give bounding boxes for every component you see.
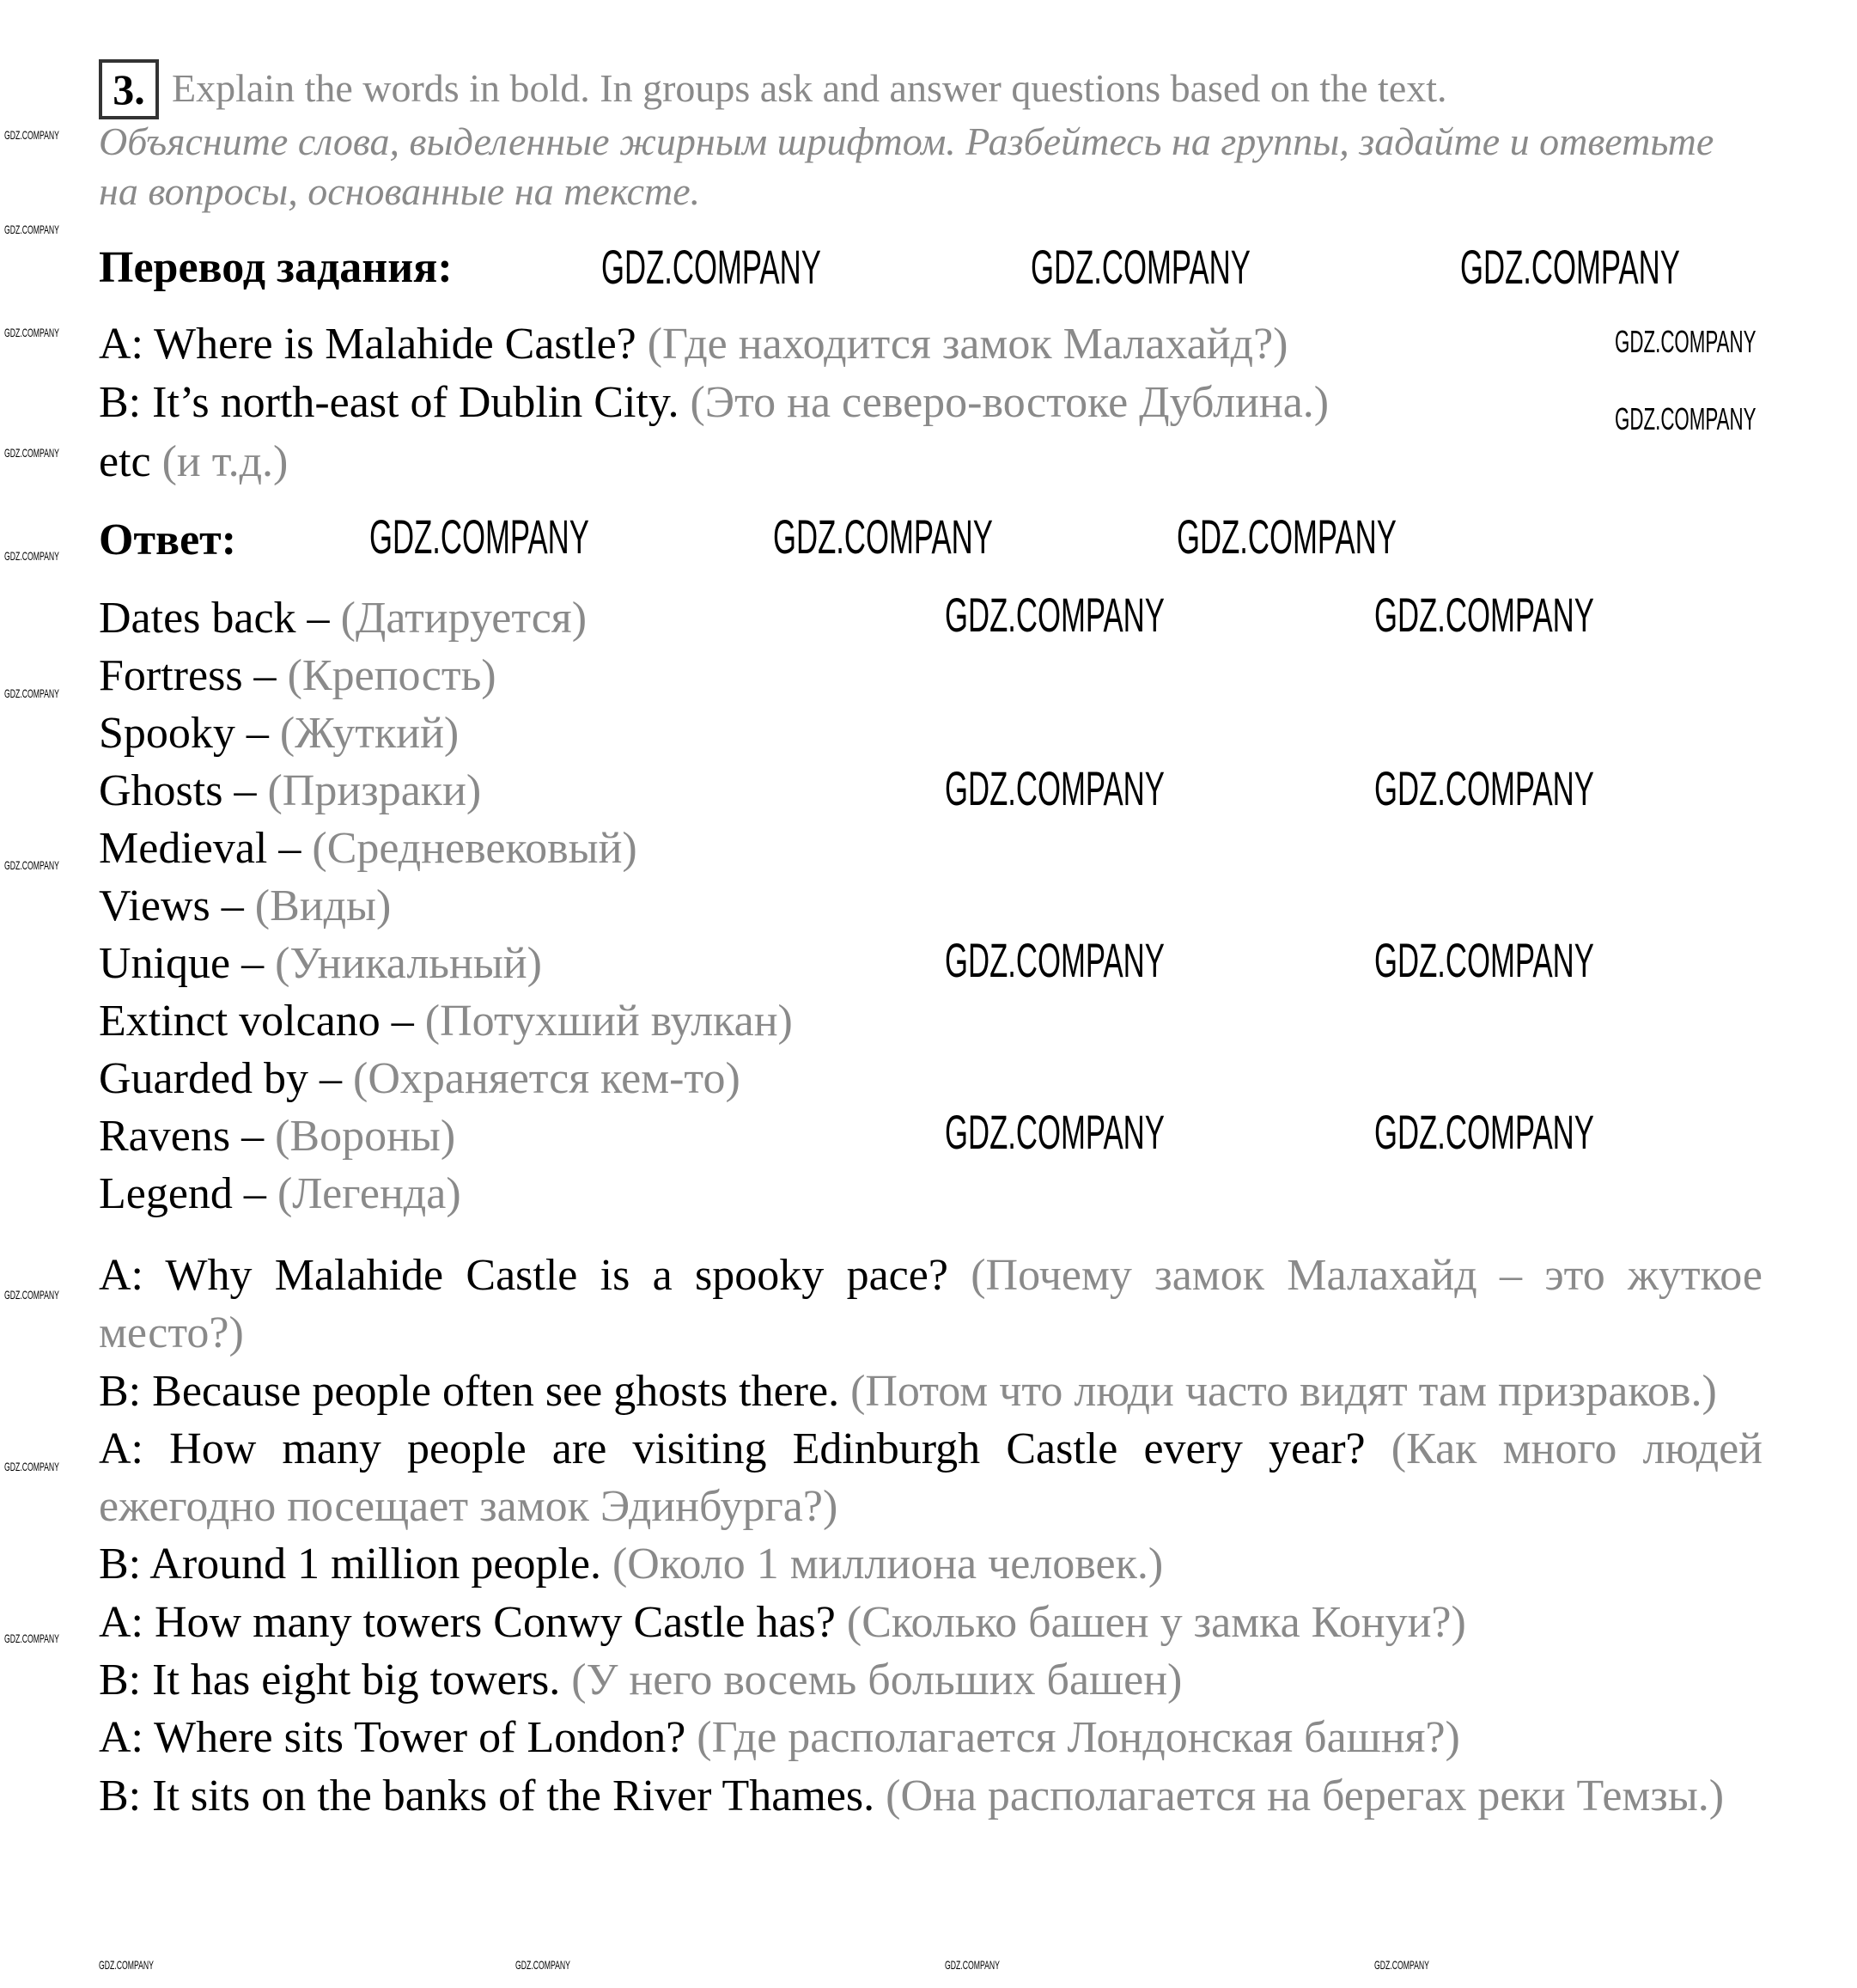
dialogue-ru: (Потом что люди часто видят там призраков.) (850, 1366, 1717, 1416)
vocab-item (99, 704, 459, 762)
vocab-item (99, 935, 542, 992)
answer-heading: Ответ: (99, 515, 237, 564)
vocab-item (99, 1165, 461, 1223)
dialogue-line (99, 1247, 1763, 1363)
dialogue (99, 1247, 1763, 1825)
vocab-term: Dates back – (99, 594, 341, 643)
watermark: GDZ.COMPANY (1374, 761, 1594, 815)
watermark: GDZ.COMPANY (1374, 588, 1594, 642)
dialogue-line (99, 1363, 1763, 1420)
english-text: B: It’s north-east of Dublin City. (99, 378, 679, 427)
watermark: GDZ.COMPANY (369, 509, 589, 564)
vocab-term: Medieval – (99, 824, 313, 873)
translation-line (99, 374, 1329, 431)
watermark: GDZ.COMPANY (1031, 240, 1251, 294)
dialogue-line (99, 1535, 1763, 1593)
vocab-term: Views – (99, 881, 255, 930)
russian-text: (и т.д.) (161, 437, 289, 486)
dialogue-line (99, 1420, 1763, 1536)
dialogue-en: B: It has eight big towers. (99, 1656, 561, 1705)
vocab-item (99, 992, 793, 1050)
dialogue-line (99, 1709, 1763, 1766)
watermark: GDZ.COMPANY (4, 686, 59, 700)
vocab-term: Legend – (99, 1169, 277, 1218)
vocab-term: Spooky – (99, 709, 280, 758)
dialogue-ru: (Где располагается Лондонская башня?) (697, 1713, 1460, 1763)
task-instruction-ru: Объясните слова, выделенные жирным шрифтом. Разбейтесь на группы, задайте и ответьте на вопросы, основанные на тексте. (99, 119, 1714, 213)
vocab-term: Unique – (99, 939, 276, 988)
dialogue-ru: (Сколько башен у замка Конуи?) (846, 1597, 1466, 1647)
vocab-translation: (Жуткий) (279, 709, 460, 758)
vocab-item (99, 877, 391, 935)
vocab-term: Fortress – (99, 651, 288, 700)
russian-text: (Это на северо-востоке Дублина.) (690, 378, 1330, 427)
vocab-item (99, 647, 496, 704)
watermark: GDZ.COMPANY (945, 933, 1165, 987)
vocab-item (99, 820, 637, 877)
watermark: GDZ.COMPANY (99, 1958, 154, 1972)
vocab-term: Extinct volcano – (99, 997, 425, 1046)
watermark: GDZ.COMPANY (4, 326, 59, 339)
watermark: GDZ.COMPANY (945, 761, 1165, 815)
english-text: etc (99, 437, 151, 486)
dialogue-ru: (Почему замок Малахайд – это жуткое место?) (99, 1251, 1763, 1358)
dialogue-en: A: Where sits Tower of London? (99, 1713, 686, 1763)
watermark: GDZ.COMPANY (1177, 509, 1397, 564)
watermark: GDZ.COMPANY (4, 1288, 59, 1302)
watermark: GDZ.COMPANY (773, 509, 993, 564)
dialogue-ru: (Она располагается на берегах реки Темзы.) (886, 1771, 1725, 1820)
watermark: GDZ.COMPANY (1374, 1958, 1429, 1972)
vocab-translation: (Охраняется кем-то) (353, 1054, 740, 1103)
dialogue-en: A: How many towers Conwy Castle has? (99, 1597, 836, 1647)
dialogue-en: B: Because people often see ghosts there. (99, 1366, 840, 1416)
dialogue-ru: (У него восемь больших башен) (571, 1656, 1183, 1705)
watermark: GDZ.COMPANY (1374, 933, 1594, 987)
vocab-item (99, 1050, 740, 1107)
dialogue-line (99, 1767, 1763, 1825)
vocab-translation: (Виды) (254, 881, 392, 930)
watermark: GDZ.COMPANY (4, 1631, 59, 1645)
watermark: GDZ.COMPANY (945, 1958, 1000, 1972)
watermark: GDZ.COMPANY (601, 240, 821, 294)
vocab-translation: (Датируется) (340, 594, 588, 643)
vocab-translation: (Уникальный) (275, 939, 542, 988)
watermark: GDZ.COMPANY (4, 1460, 59, 1473)
dialogue-ru: (Около 1 миллиона человек.) (612, 1540, 1164, 1589)
vocab-translation: (Призраки) (267, 766, 482, 815)
vocab-translation: (Потухший вулкан) (424, 997, 793, 1046)
watermark: GDZ.COMPANY (1615, 401, 1757, 436)
watermark: GDZ.COMPANY (4, 549, 59, 563)
vocab-item (99, 762, 481, 820)
vocab-translation: (Легенда) (277, 1169, 461, 1218)
task-instruction-en: Explain the words in bold. In groups ask and answer questions based on the text. (172, 66, 1447, 110)
english-text: A: Where is Malahide Castle? (99, 320, 636, 369)
dialogue-en: A: How many people are visiting Edinburgh Castle every year? (99, 1424, 1366, 1473)
task-number: 3. (99, 59, 159, 119)
vocab-term: Ravens – (99, 1112, 276, 1161)
translation-line (99, 315, 1288, 373)
vocab-term: Ghosts – (99, 766, 268, 815)
watermark: GDZ.COMPANY (1615, 324, 1757, 359)
watermark: GDZ.COMPANY (4, 858, 59, 872)
vocab-term: Guarded by – (99, 1054, 354, 1103)
dialogue-line (99, 1594, 1763, 1651)
translation-line (99, 433, 288, 491)
watermark: GDZ.COMPANY (945, 588, 1165, 642)
translation-heading: Перевод задания: (99, 243, 453, 292)
dialogue-en: B: Around 1 million people. (99, 1540, 601, 1589)
dialogue-en: A: Why Malahide Castle is a spooky pace? (99, 1251, 948, 1300)
vocab-translation: (Вороны) (275, 1112, 456, 1161)
watermark: GDZ.COMPANY (4, 128, 59, 142)
watermark: GDZ.COMPANY (515, 1958, 570, 1972)
dialogue-line (99, 1651, 1763, 1709)
watermark: GDZ.COMPANY (1460, 240, 1680, 294)
watermark: GDZ.COMPANY (1374, 1105, 1594, 1159)
vocab-translation: (Крепость) (287, 651, 496, 700)
watermark: GDZ.COMPANY (4, 446, 59, 460)
vocab-item (99, 589, 587, 647)
watermark: GDZ.COMPANY (4, 223, 59, 236)
watermark: GDZ.COMPANY (945, 1105, 1165, 1159)
dialogue-en: B: It sits on the banks of the River Thames. (99, 1771, 875, 1820)
russian-text: (Где находится замок Малахайд?) (647, 320, 1288, 369)
vocab-translation: (Средневековый) (312, 824, 637, 873)
vocab-item (99, 1107, 455, 1165)
dialogue-ru: (Как много людей ежегодно посещает замок Эдинбурга?) (99, 1424, 1763, 1532)
